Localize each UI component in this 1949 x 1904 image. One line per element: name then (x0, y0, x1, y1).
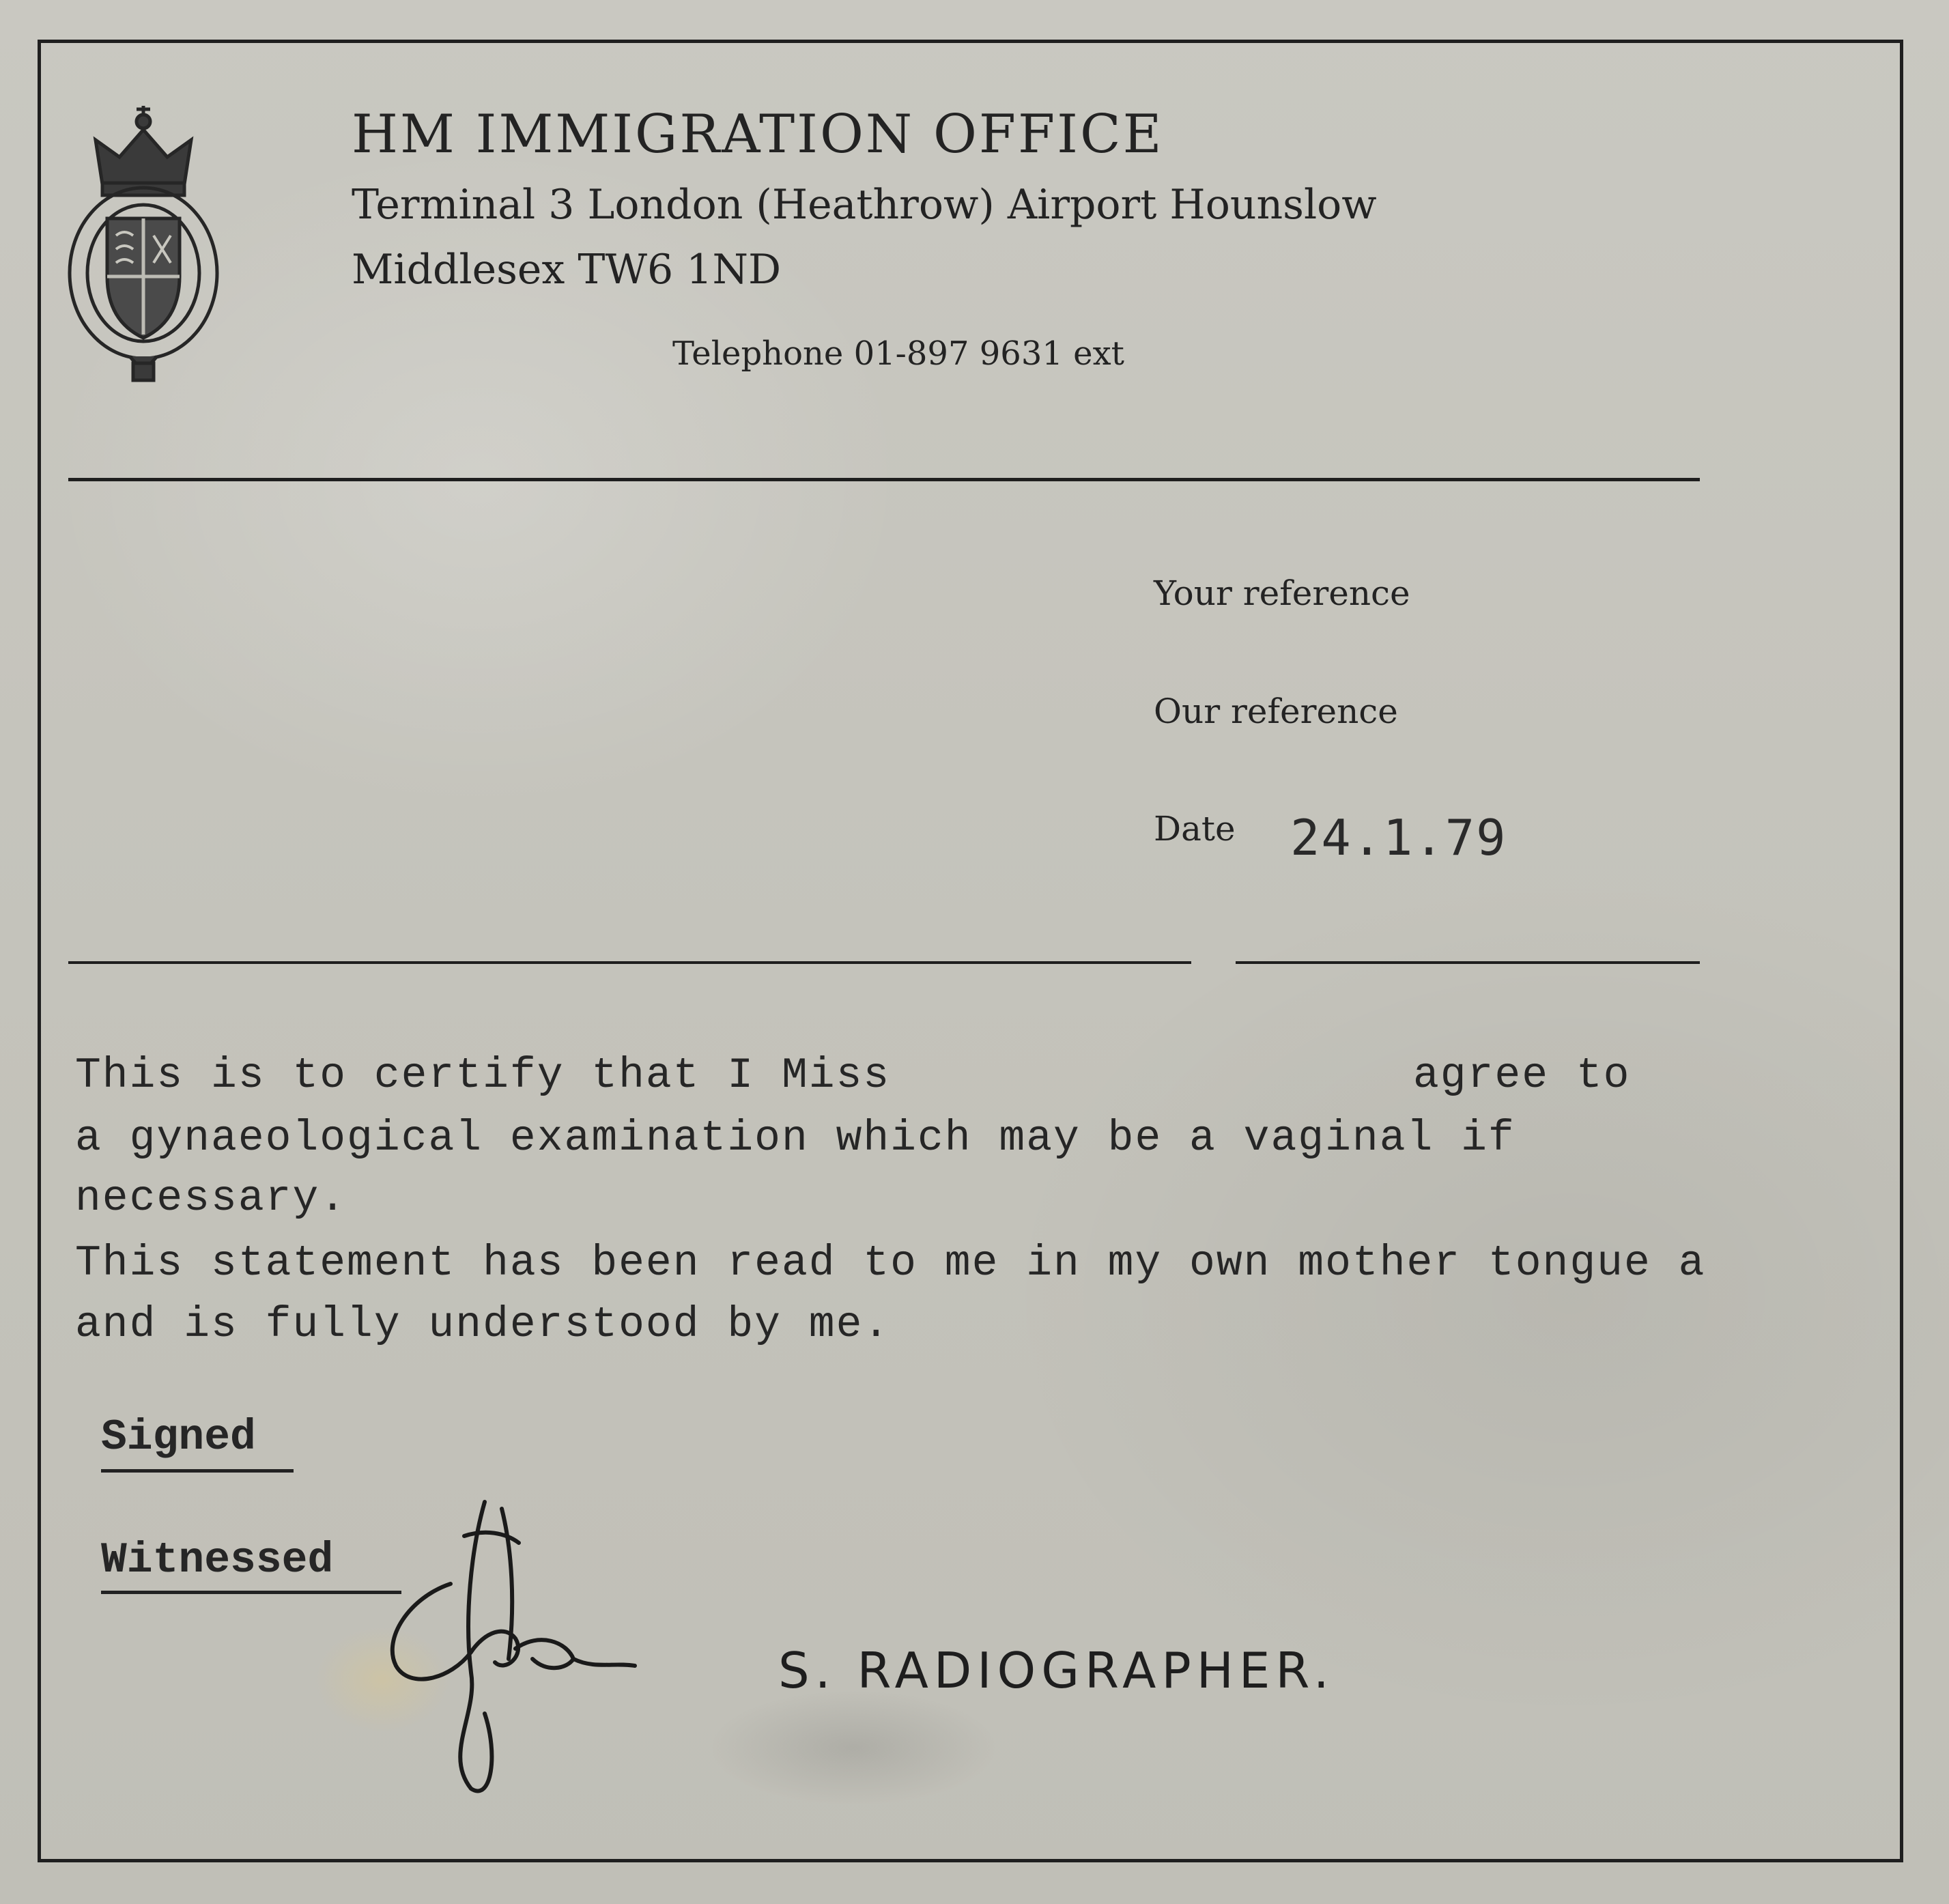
witnessed-label: Witnessed (101, 1536, 334, 1585)
body-line-1-end: agree to (1413, 1051, 1631, 1100)
body-line-5: and is fully understood by me. (75, 1301, 891, 1349)
header-divider (68, 478, 1700, 481)
signed-underline (101, 1469, 294, 1473)
reference-divider (1236, 961, 1700, 964)
witness-title: S. RADIOGRAPHER. (778, 1642, 1335, 1699)
witness-signature (369, 1495, 655, 1802)
body-line-2: a gynaeological examination which may be a vaginal if (75, 1114, 1516, 1163)
address-line-2: Middlesex TW6 1ND (352, 246, 782, 294)
office-title: HM IMMIGRATION OFFICE (352, 104, 1164, 165)
our-reference-label: Our reference (1154, 692, 1398, 731)
witnessed-underline (101, 1591, 401, 1594)
your-reference-label: Your reference (1154, 573, 1410, 613)
document-border (38, 40, 1903, 1862)
body-line-1-start: This is to certify that I Miss (75, 1051, 891, 1100)
telephone-line: Telephone 01-897 9631 ext (672, 335, 1124, 373)
date-label: Date (1154, 809, 1236, 849)
royal-crest-icon (65, 102, 222, 382)
address-line-1: Terminal 3 London (Heathrow) Airport Hounslow (352, 181, 1377, 229)
body-line-3: necessary. (75, 1174, 347, 1223)
signed-label: Signed (101, 1413, 256, 1462)
date-value: 24.1.79 (1290, 809, 1507, 866)
body-line-4: This statement has been read to me in my own mother tongue a (75, 1239, 1706, 1288)
address-divider (68, 961, 1191, 964)
